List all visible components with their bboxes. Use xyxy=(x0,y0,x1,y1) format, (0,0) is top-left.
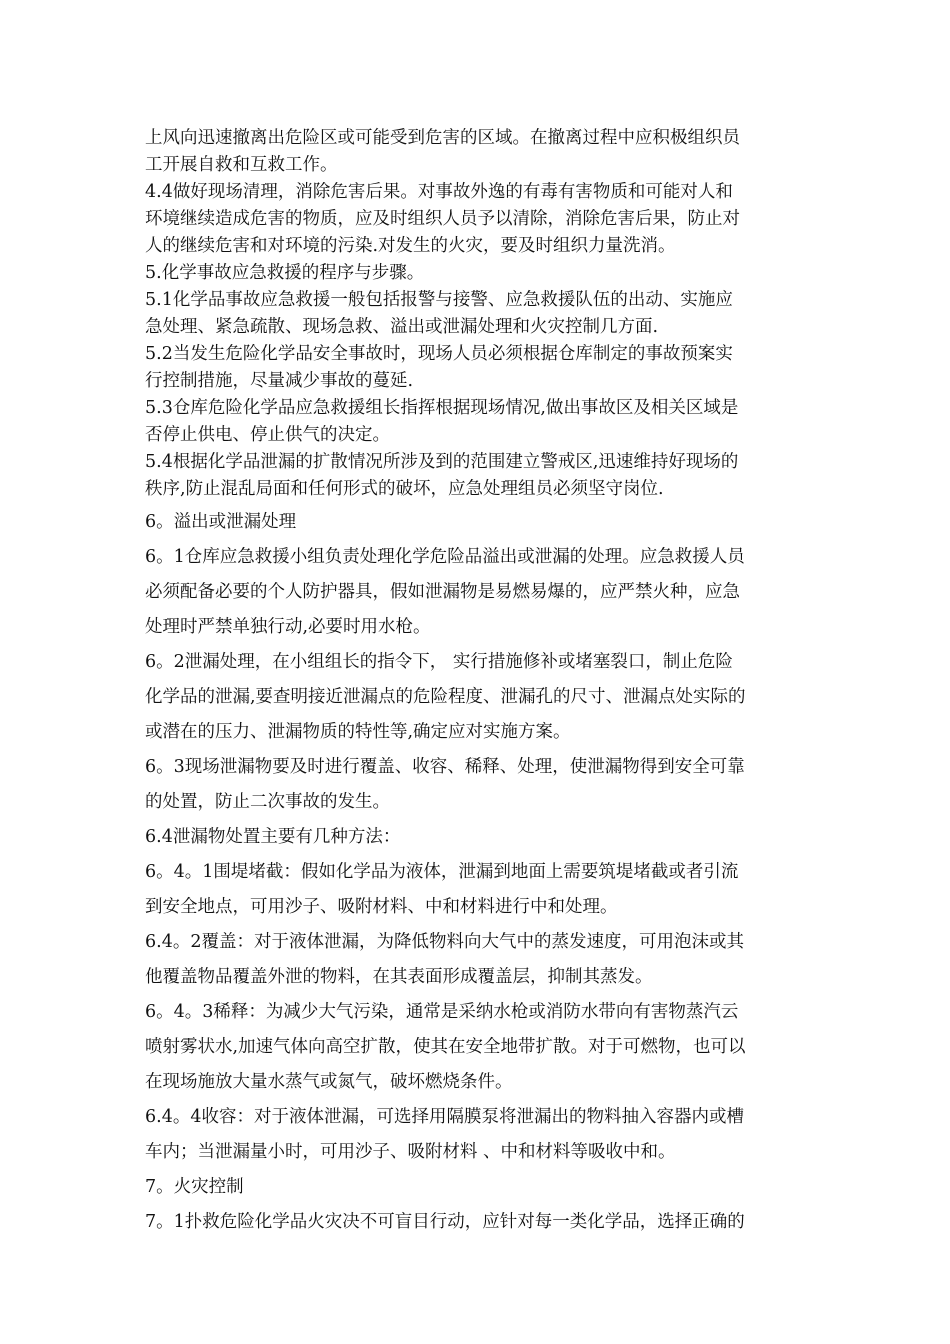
section-5-3-text: 5.3仓库危险化学品应急救援组长指挥根据现场情况,做出事故区及相关区域是 xyxy=(145,398,739,418)
body-text-line: 到安全地点，可用沙子、吸附材料、中和材料进行中和处理。 xyxy=(145,897,618,917)
body-text-line: 或潜在的压力、泄漏物质的特性等,确定应对实施方案。 xyxy=(145,722,571,742)
section-6-1-text: 6。1仓库应急救援小组负责处理化学危险品溢出或泄漏的处理。应急救援人员 xyxy=(145,547,745,567)
body-text-line: 化学品的泄漏,要查明接近泄漏点的危险程度、泄漏孔的尺寸、泄漏点处实际的 xyxy=(145,687,746,707)
body-text-line: 工开展自救和互救工作。 xyxy=(145,155,338,175)
section-6-4-4-text: 6.4。4收容：对于液体泄漏，可选择用隔膜泵将泄漏出的物料抽入容器内或槽 xyxy=(145,1107,744,1127)
section-5-4-text: 5.4根据化学品泄漏的扩散情况所涉及到的范围建立警戒区,迅速维持好现场的 xyxy=(145,452,739,472)
section-5-2-text: 5.2当发生危险化学品安全事故时，现场人员必须根据仓库制定的事故预案实 xyxy=(145,344,733,364)
section-6-4-3-text: 6。4。3稀释：为减少大气污染，通常是采纳水枪或消防水带向有害物蒸汽云 xyxy=(145,1002,739,1022)
section-6-3-text: 6。3现场泄漏物要及时进行覆盖、收容、稀释、处理，使泄漏物得到安全可靠 xyxy=(145,757,745,777)
body-text-line: 他覆盖物品覆盖外泄的物料，在其表面形成覆盖层，抑制其蒸发。 xyxy=(145,967,653,987)
section-6-heading: 6。溢出或泄漏处理 xyxy=(145,512,297,532)
body-text-line: 在现场施放大量水蒸气或氮气，破坏燃烧条件。 xyxy=(145,1072,513,1092)
section-5-heading: 5.化学事故应急救援的程序与步骤。 xyxy=(145,263,425,283)
section-6-2-text: 6。2泄漏处理，在小组组长的指令下， 实行措施修补或堵塞裂口，制止危险 xyxy=(145,652,733,672)
body-text-line: 喷射雾状水,加速气体向高空扩散，使其在安全地带扩散。对于可燃物，也可以 xyxy=(145,1037,746,1057)
body-text-line: 秩序,防止混乱局面和任何形式的破坏，应急处理组员必须坚守岗位. xyxy=(145,479,664,499)
section-6-4-2-text: 6.4。2覆盖：对于液体泄漏，为降低物料向大气中的蒸发速度，可用泡沫或其 xyxy=(145,932,744,952)
body-text-line: 的处置，防止二次事故的发生。 xyxy=(145,792,390,812)
section-4-4-text: 4.4做好现场清理，消除危害后果。对事故外逸的有毒有害物质和可能对人和 xyxy=(145,182,733,202)
section-5-1-text: 5.1化学品事故应急救援一般包括报警与接警、应急救援队伍的出动、实施应 xyxy=(145,290,733,310)
body-text-line: 急处理、紧急疏散、现场急救、溢出或泄漏处理和火灾控制几方面. xyxy=(145,317,659,337)
body-text-line: 必须配备必要的个人防护器具，假如泄漏物是易燃易爆的，应严禁火种，应急 xyxy=(145,582,740,602)
body-text-line: 行控制措施，尽量减少事故的蔓延. xyxy=(145,371,414,391)
section-6-4-heading: 6.4泄漏物处置主要有几种方法： xyxy=(145,827,401,847)
body-text-line: 上风向迅速撤离出危险区或可能受到危害的区域。在撤离过程中应积极组织员 xyxy=(145,128,740,148)
section-6-4-1-text: 6。4。1围堤堵截：假如化学品为液体，泄漏到地面上需要筑堤堵截或者引流 xyxy=(145,862,739,882)
section-7-heading: 7。火灾控制 xyxy=(145,1177,244,1197)
body-text-line: 车内；当泄漏量小时，可用沙子、吸附材料 、中和材料等吸收中和。 xyxy=(145,1142,676,1162)
body-text-line: 人的继续危害和对环境的污染.对发生的火灾，要及时组织力量洗消。 xyxy=(145,236,676,256)
body-text-line: 处理时严禁单独行动,必要时用水枪。 xyxy=(145,617,431,637)
body-text-line: 环境继续造成危害的物质，应及时组织人员予以清除，消除危害后果，防止对 xyxy=(145,209,740,229)
section-7-1-text: 7。1扑救危险化学品火灾决不可盲目行动，应针对每一类化学品，选择正确的 xyxy=(145,1212,745,1232)
body-text-line: 否停止供电、停止供气的决定。 xyxy=(145,425,390,445)
